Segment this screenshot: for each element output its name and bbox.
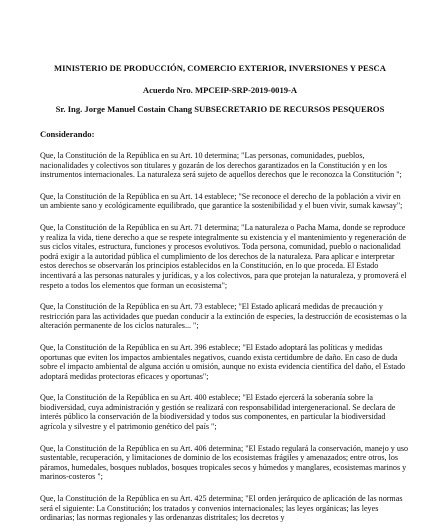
signatory-heading: Sr. Ing. Jorge Manuel Costain Chang SUBSECRETARIO DE RECURSOS PESQUEROS <box>55 104 385 114</box>
agreement-number: Acuerdo Nro. MPCEIP-SRP-2019-0019-A <box>142 85 298 95</box>
paragraph-art-10: Que, la Constitución de la República en su Art. 10 determina; "Las personas, comunidades, pueblos, nacionalidades y colectivos son titulares y gozarán de los derechos garantizados en la Constitución y en los instrumentos internacionales. La naturaleza será sujeto de aquellos derechos que le reconozca la Constitución "; <box>40 151 402 180</box>
paragraph-art-425: Que, la Constitución de la República en su Art. 425 determina; "El orden jerárquico de aplicación de las normas será el siguiente: La Constitución; los tratados y convenios internacionales; las leyes orgánicas; las leyes ordinarias; las normas regionales y las ordenanzas distritales; los decretos y <box>40 494 403 523</box>
paragraph-art-14: Que, la Constitución de la República en su Art. 14 establece; "Se reconoce el derecho de la población a vivir en un ambiente sano y ecológicamente equilibrado, que garantice la sostenibilidad y el buen vivir, sumak kawsay"; <box>40 191 403 211</box>
section-title: Considerando: <box>40 129 95 139</box>
document-body <box>40 151 410 530</box>
ministry-heading: MINISTERIO DE PRODUCCIÓN, COMERCIO EXTERIOR, INVERSIONES Y PESCA <box>54 63 386 73</box>
paragraph-art-406: Que, la Constitución de la República en su Art. 406 determina; "El Estado regulará la conservación, manejo y uso sustentable, recuperación, y limitaciones de dominio de los ecosistemas frágiles y amenazados; entre otros, los páramos, humedales, bosques nublados, bosques tropicales secos y húmedos y manglares, ecosistemas marinos y marinos-costeros "; <box>40 443 409 482</box>
paragraph-art-73: Que, la Constitución de la República en su Art. 73 establece; "El Estado aplicará medidas de precaución y restricción para las actividades que puedan conducir a la extinción de especies, la destrucción de ecosistemas o la alteración permanente de los ciclos naturales... "; <box>40 302 407 331</box>
paragraph-art-71: Que, la Constitución de la República en su Art. 71 determina; "La naturaleza o Pacha Mama, donde se reproduce y realiza la vida, tiene derecho a que se respete integralmente su existencia y el mantenimiento y regeneración de sus ciclos vitales, estructura, funciones y procesos evolutivos. Toda persona, comunidad, pueblo o nacionalidad podrá exigir a la autoridad pública el cumplimiento de los derechos de la naturaleza. Para aplicar e interpretar estos derechos se observarán los principios establecidos en la Constitución, en lo que proceda. El Estado incentivará a las personas naturales y jurídicas, y a los colectivos, para que protejan la naturaleza, y promoverá el respeto a todos los elementos que forman un ecosistema"; <box>40 222 407 290</box>
paragraph-art-396: Que, la Constitución de la República en su Art. 396 establece; "El Estado adoptará las políticas y medidas oportunas que eviten los impactos ambientales negativos, cuando exista certidumbre de daño. En caso de duda sobre el impacto ambiental de alguna acción u omisión, aunque no exista evidencia científica del daño, el Estado adoptará medidas protectoras eficaces y oportunas"; <box>40 342 406 381</box>
paragraph-art-400: Que, la Constitución de la República en su Art. 400 establece; "El Estado ejercerá la soberanía sobre la biodiversidad, cuya administración y gestión se realizará con responsabilidad intergeneracional. Se declara de interés público la conservación de la biodiversidad y todos sus componentes, en particular la biodiversidad agrícola y silvestre y el patrimonio genético del país "; <box>40 393 396 432</box>
